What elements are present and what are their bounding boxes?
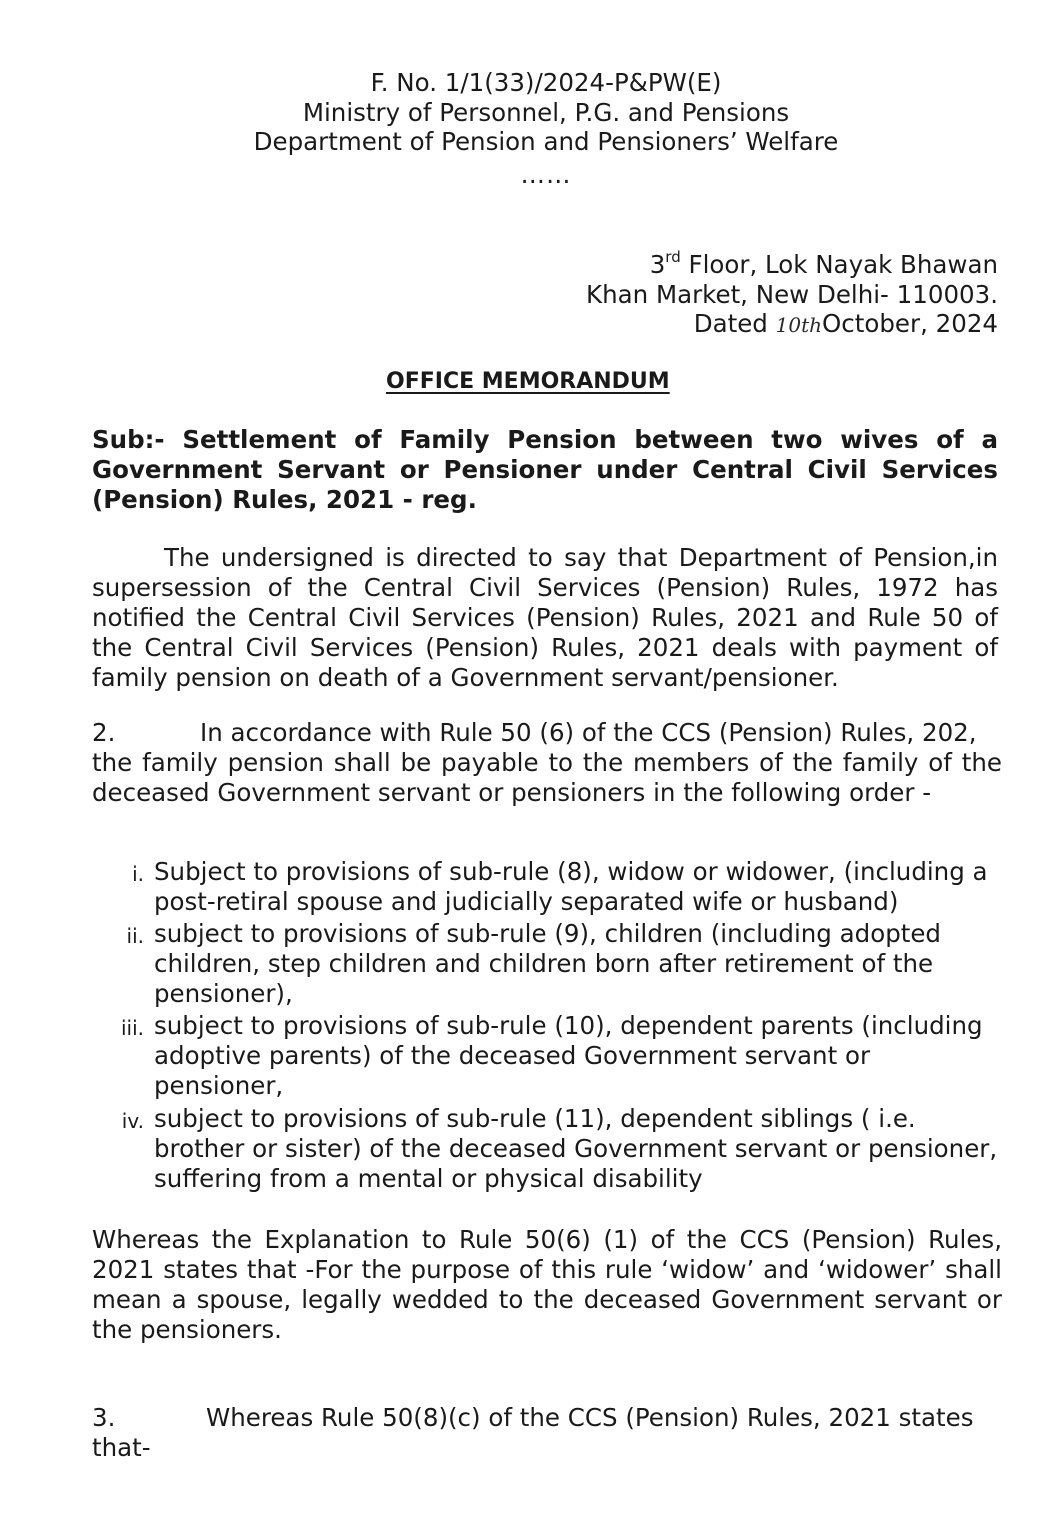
header-separator: …… xyxy=(520,160,572,189)
list-number: i. xyxy=(132,862,144,886)
list-line: Subject to provisions of sub-rule (8), widow or widower, (including a xyxy=(154,857,988,886)
list-line: post-retiral spouse and judicially separated wife or husband) xyxy=(154,887,899,916)
list-number: ii. xyxy=(126,924,144,948)
paragraph-1: The undersigned is directed to say that Department of Pension,in supersession of the Central Civil Services (Pension) Rules, 1972 has notified the Central Civil Services (Pension) Rules, 2021 and Rule 50 of the Central Civil Services (Pension) Rules, 2021 deals with payment of family pension on death of a Government servant/pensioner. xyxy=(92,543,998,692)
whereas-paragraph: Whereas the Explanation to Rule 50(6) (1) of the CCS (Pension) Rules, 2021 states that -For the purpose of this rule ‘widow’ and ‘widower’ shall mean a spouse, legally wedded to the deceased Government servant or the pensioners. xyxy=(92,1225,1002,1344)
list-line: adoptive parents) of the deceased Government servant or xyxy=(154,1041,871,1070)
handwritten-date: 10th xyxy=(775,313,823,337)
para-3-first-line: Whereas Rule 50(8)(c) of the CCS (Pension) Rules, 2021 states xyxy=(206,1403,974,1432)
ministry-name: Ministry of Personnel, P.G. and Pensions xyxy=(302,98,790,127)
para-2-number: 2. xyxy=(92,718,116,747)
list-number: iii. xyxy=(120,1016,144,1040)
address-market: Khan Market, New Delhi- 110003. xyxy=(586,280,998,309)
list-line: pensioner, xyxy=(154,1071,284,1100)
list-line: children, step children and children born after retirement of the xyxy=(154,949,934,978)
address-floor: 3rd Floor, Lok Nayak Bhawan xyxy=(649,248,998,279)
list-line: pensioner), xyxy=(154,979,293,1008)
list-line: subject to provisions of sub-rule (11), dependent siblings ( i.e. xyxy=(154,1104,916,1133)
list-line: brother or sister) of the deceased Government servant or pensioner, xyxy=(154,1134,998,1163)
list-line: suffering from a mental or physical disability xyxy=(154,1164,703,1193)
list-number: iv. xyxy=(121,1109,144,1133)
list-line: subject to provisions of sub-rule (10), dependent parents (including xyxy=(154,1011,983,1040)
para-2-body: the family pension shall be payable to the members of the family of the deceased Government servant or pensioners in the following order - xyxy=(92,748,1002,807)
para-3-body: that- xyxy=(92,1433,151,1462)
para-3-number: 3. xyxy=(92,1403,116,1432)
memo-title: OFFICE MEMORANDUM xyxy=(386,369,670,394)
para-2-first-line: In accordance with Rule 50 (6) of the CCS (Pension) Rules, 202, xyxy=(200,718,977,747)
subject-line: Sub:- Settlement of Family Pension between two wives of a Government Servant or Pensioner under Central Civil Services (Pension) Rules, 2021 - reg. xyxy=(92,425,998,514)
list-line: subject to provisions of sub-rule (9), children (including adopted xyxy=(154,919,941,948)
department-name: Department of Pension and Pensioners’ Welfare xyxy=(253,127,839,156)
memo-date: Dated 10thOctober, 2024 xyxy=(693,309,998,338)
file-number: F. No. 1/1(33)/2024-P&PW(E) xyxy=(370,68,722,97)
